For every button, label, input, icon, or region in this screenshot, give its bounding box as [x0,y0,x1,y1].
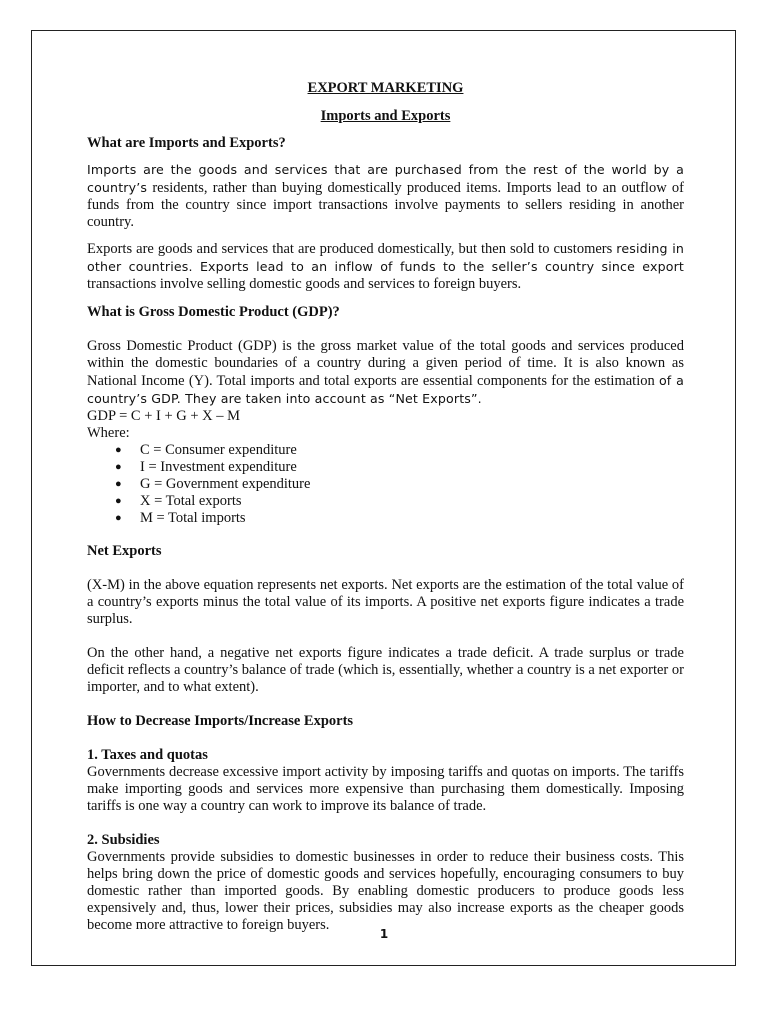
imports-paragraph-line1: Imports are the goods and services that are purchased from the rest of the world by a country’s [87,162,684,195]
heading-gdp: What is Gross Domestic Product (GDP)? [87,304,340,320]
exports-paragraph-line2: residing in other countries. Exports lead to an inflow of funds to the seller’s country since export [87,241,685,274]
heading-decrease-imports: How to Decrease Imports/Increase Exports [87,713,354,729]
bullet-icon: ● [115,478,122,490]
exports-paragraph-line1: Exports are goods and services that are produced domestically, but then sold to customers [87,241,613,257]
document-subtitle: Imports and Exports [320,108,451,124]
gdp-paragraph-main: Gross Domestic Product (GDP) is the gross market value of the total goods and services produced within the domestic boundaries of a country during a given period of time. It is also known as National Income (Y). Total imports and total exports are essential components for the estimation [87,338,684,389]
list-item: ● X = Total exports [115,493,242,509]
imports-paragraph-rest: residents, rather than buying domestically produced items. Imports lead to an outflow of funds from the country since import transactions involve payments to sellers residing in another country. [87,180,684,230]
page-number: 1 [379,927,389,941]
heading-subsidies: 2. Subsidies [87,832,160,848]
bullet-icon: ● [115,444,122,456]
document-title: EXPORT MARKETING [307,80,464,96]
heading-taxes-quotas: 1. Taxes and quotas [87,747,208,763]
taxes-quotas-paragraph: Governments decrease excessive import activity by imposing tariffs and quotas on imports. The tariffs make importing goods and services more expensive than purchasing them domestically. Imposing tariffs is one way a country can work to improve its balance of trade. [87,764,684,814]
document-body [87,80,684,934]
subsidies-paragraph: Governments provide subsidies to domestic businesses in order to reduce their business costs. This helps bring down the price of domestic goods and services hopefully, encouraging consumers to buy domestic rather than imported goods. By enabling domestic producers to produce goods less expensively and, thus, lower their prices, subsidies may also increase exports as the cheaper goods become more attractive to foreign buyers. [87,849,684,933]
net-exports-paragraph-2: On the other hand, a negative net exports figure indicates a trade deficit. A trade surplus or trade deficit reflects a country’s balance of trade (which is, essentially, whether a country is a net exporter or importer, and to what extent). [87,645,684,695]
exports-paragraph-line3: transactions involve selling domestic goods and services to foreign buyers. [87,276,522,292]
bullet-icon: ● [115,461,122,473]
list-item: ● C = Consumer expenditure [115,442,297,458]
heading-net-exports: Net Exports [87,543,162,559]
list-item: ● I = Investment expenditure [115,459,297,475]
bullet-icon: ● [115,495,122,507]
imports-paragraph [87,161,684,231]
heading-imports-exports: What are Imports and Exports? [87,135,286,151]
gdp-component-list [87,442,684,527]
exports-paragraph [87,240,684,293]
list-item: ● M = Total imports [115,510,246,526]
list-item: ● G = Government expenditure [115,476,311,492]
gdp-paragraph-sans: of a country’s GDP. They are taken into account as “Net Exports”. [87,373,685,406]
gdp-where-label: Where: [87,425,130,441]
gdp-paragraph [87,338,684,408]
net-exports-paragraph-1: (X-M) in the above equation represents net exports. Net exports are the estimation of the total value of a country’s exports minus the total value of its imports. A positive net exports figure indicates a trade surplus. [87,577,684,627]
bullet-icon: ● [115,512,122,524]
gdp-formula: GDP = C + I + G + X – M [87,408,241,424]
